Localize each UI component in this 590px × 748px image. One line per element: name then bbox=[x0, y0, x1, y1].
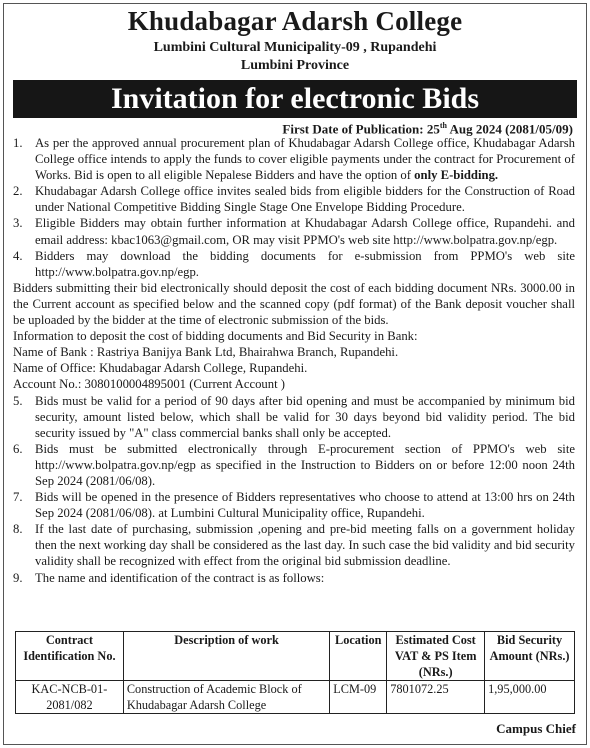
clause-2: 2. Khudabagar Adarsh College office invites sealed bids from eligible bidders for the Construction of Road under National Competitive Bidding Single Stage One Envelope Bidding Procedure. bbox=[13, 184, 575, 215]
col-location: Location bbox=[330, 632, 387, 681]
clause-8: 8. If the last date of purchasing, submission ,opening and pre-bid meeting falls on a government holiday then the next working day shall be considered as the last day. In such case the bid validity and bid security validity shall be recognized with effect from the original bid submission deadline. bbox=[13, 522, 575, 569]
notice-body bbox=[13, 135, 575, 586]
cell-location: LCM-09 bbox=[330, 681, 387, 714]
signatory: Campus Chief bbox=[496, 721, 576, 736]
clause-9: 9. The name and identification of the contract is as follows: bbox=[13, 570, 325, 585]
col-description: Description of work bbox=[123, 632, 329, 681]
cell-estimated-cost: 7801072.25 bbox=[387, 681, 485, 714]
bank-name: Name of Bank : Rastriya Banijya Bank Ltd, Bhairahwa Branch, Rupandehi. bbox=[13, 345, 399, 360]
college-name: Khudabagar Adarsh College bbox=[127, 6, 463, 36]
table-header-row bbox=[16, 632, 575, 681]
municipality-line: Lumbini Cultural Municipality-09 , Rupandehi bbox=[153, 40, 437, 55]
province-line: Lumbini Province bbox=[240, 58, 350, 73]
cell-bid-security: 1,95,000.00 bbox=[485, 681, 575, 714]
deposit-info-heading: Information to deposit the cost of bidding documents and Bid Security in Bank: bbox=[13, 329, 418, 344]
col-contract-id: Contract Identification No. bbox=[16, 632, 124, 681]
account-number: Account No.: 3080100004895001 (Current Account ) bbox=[13, 377, 286, 392]
clause-1: 1. As per the approved annual procurement plan of Khudabagar Adarsh College office, Khudabagar Adarsh College office intends to apply the funds to cover eligible payments under the contract for Procurement of Works. Bid is open to all eligible Nepalese Bidders and have the option of only E-bidding. bbox=[13, 136, 575, 183]
clause-6: 6. Bids must be submitted electronically through E-procurement section of PPMO's web site http://www.bolpatra.gov.np/egp as specified in the Instruction to Bidders on or before 12:00 noon 24th Sep 2024 (2081/06/08). bbox=[13, 441, 575, 488]
clause-3: 3. Eligible Bidders may obtain further information at Khudabagar Adarsh College office, Rupandehi. and email address: kbac1063@gmail.com, OR may visit PPMO's web site http://www.bolpatra.gov.np/egp. bbox=[13, 216, 575, 247]
cell-description: Construction of Academic Block of Khudabagar Adarsh College bbox=[123, 681, 329, 714]
notice-title-banner: Invitation for electronic Bids bbox=[13, 80, 577, 118]
col-estimated-cost: Estimated Cost VAT & PS Item (NRs.) bbox=[387, 632, 485, 681]
cell-contract-id: KAC-NCB-01-2081/082 bbox=[16, 681, 124, 714]
publication-date: First Date of Publication: 25th Aug 2024 (2081/05/09) bbox=[282, 121, 573, 137]
office-name: Name of Office: Khudabagar Adarsh College, Rupandehi. bbox=[13, 361, 308, 376]
clause-4: 4. Bidders may download the bidding documents for e-submission from PPMO's web site http://www.bolpatra.gov.np/egp. bbox=[13, 248, 575, 279]
table-row bbox=[16, 681, 575, 714]
clause-7: 7. Bids will be opened in the presence of Bidders representatives who choose to attend at 13:00 hrs on 24th Sep 2024 (2081/06/08). at Lumbini Cultural Municipality office, Rupandehi. bbox=[13, 490, 575, 521]
clause-5: 5. Bids must be valid for a period of 90 days after bid opening and must be accompanied by minimum bid security, amount listed below, which shall be valid for 30 days beyond bid validity period. The bid security issued by "A" class commercial banks shall only be accepted. bbox=[13, 393, 575, 440]
contract-table bbox=[15, 631, 575, 714]
col-bid-security: Bid Security Amount (NRs.) bbox=[485, 632, 575, 681]
document-cost-paragraph: Bidders submitting their bid electronically should deposit the cost of each bidding document NRs. 3000.00 in the Current account as specified below and the scanned copy (pdf format) of the Bank deposit voucher shall be uploaded by the bidder at the time of electronic submission of the bids. bbox=[13, 280, 575, 328]
